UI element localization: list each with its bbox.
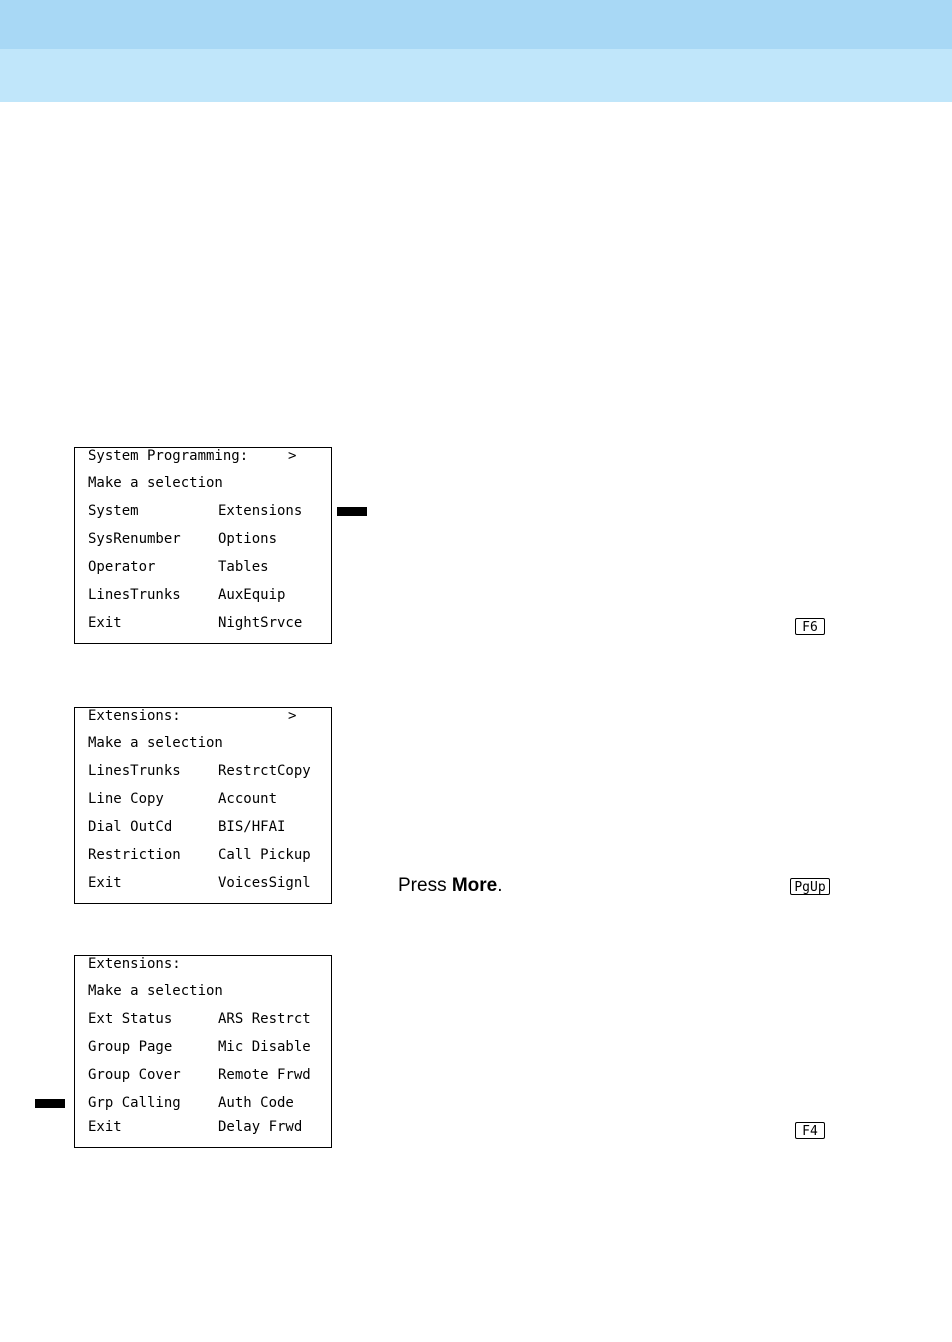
menu-option-extensions[interactable]: Extensions — [218, 503, 303, 519]
menu-option-call-pickup[interactable]: Call Pickup — [218, 847, 311, 863]
more-label: More — [451, 875, 498, 896]
menu-option-account[interactable]: Account — [218, 791, 278, 807]
menu-option-restriction[interactable]: Restriction — [88, 847, 181, 863]
menu-option-tables[interactable]: Tables — [218, 559, 269, 575]
menu-option-line-copy[interactable]: Line Copy — [88, 791, 164, 807]
menu-option-group-cover[interactable]: Group Cover — [88, 1067, 181, 1083]
menu-option-exit[interactable]: Exit — [88, 1119, 122, 1135]
menu-option-remote-frwd[interactable]: Remote Frwd — [218, 1067, 311, 1083]
menu-option-voicessignl[interactable]: VoicesSignl — [218, 875, 311, 891]
instruction-press-more: Press More. — [398, 875, 503, 896]
screen-title: Extensions: — [88, 956, 181, 972]
screen-prompt: Make a selection — [88, 735, 223, 751]
more-indicator: > — [288, 448, 297, 464]
menu-option-dial-outcd[interactable]: Dial OutCd — [88, 819, 173, 835]
menu-option-sysrenumber[interactable]: SysRenumber — [88, 531, 181, 547]
menu-option-exit[interactable]: Exit — [88, 875, 122, 891]
menu-option-restrctcopy[interactable]: RestrctCopy — [218, 763, 311, 779]
screen-prompt: Make a selection — [88, 475, 223, 491]
screen-prompt: Make a selection — [88, 983, 223, 999]
menu-option-mic-disable[interactable]: Mic Disable — [218, 1039, 311, 1055]
menu-option-linestrunks[interactable]: LinesTrunks — [88, 763, 181, 779]
menu-option-ext-status[interactable]: Ext Status — [88, 1011, 173, 1027]
menu-option-auxequip[interactable]: AuxEquip — [218, 587, 286, 603]
more-indicator: > — [288, 708, 297, 724]
selection-marker-grp-calling — [35, 1099, 65, 1108]
menu-option-operator[interactable]: Operator — [88, 559, 156, 575]
menu-option-ars-restrct[interactable]: ARS Restrct — [218, 1011, 311, 1027]
menu-option-grp-calling[interactable]: Grp Calling — [88, 1095, 181, 1111]
menu-option-group-page[interactable]: Group Page — [88, 1039, 173, 1055]
menu-option-options[interactable]: Options — [218, 531, 278, 547]
display-screen-extensions-page2 — [74, 955, 332, 1148]
menu-option-system[interactable]: System — [88, 503, 139, 519]
f6-key[interactable]: F6 — [795, 618, 825, 635]
screen-title: Extensions: — [88, 708, 181, 724]
display-screen-extensions-page1 — [74, 707, 332, 904]
menu-option-exit[interactable]: Exit — [88, 615, 122, 631]
header-band-top — [0, 0, 952, 49]
menu-option-nightsrvce[interactable]: NightSrvce — [218, 615, 303, 631]
menu-option-delay-frwd[interactable]: Delay Frwd — [218, 1119, 303, 1135]
f4-key[interactable]: F4 — [795, 1122, 825, 1139]
menu-option-bis-hfai[interactable]: BIS/HFAI — [218, 819, 286, 835]
menu-option-linestrunks[interactable]: LinesTrunks — [88, 587, 181, 603]
pgup-key[interactable]: PgUp — [790, 878, 830, 895]
screen-title: System Programming: — [88, 448, 249, 464]
selection-marker-extensions — [337, 507, 367, 516]
menu-option-auth-code[interactable]: Auth Code — [218, 1095, 294, 1111]
header-band-bottom — [0, 49, 952, 102]
display-screen-system-programming — [74, 447, 332, 644]
